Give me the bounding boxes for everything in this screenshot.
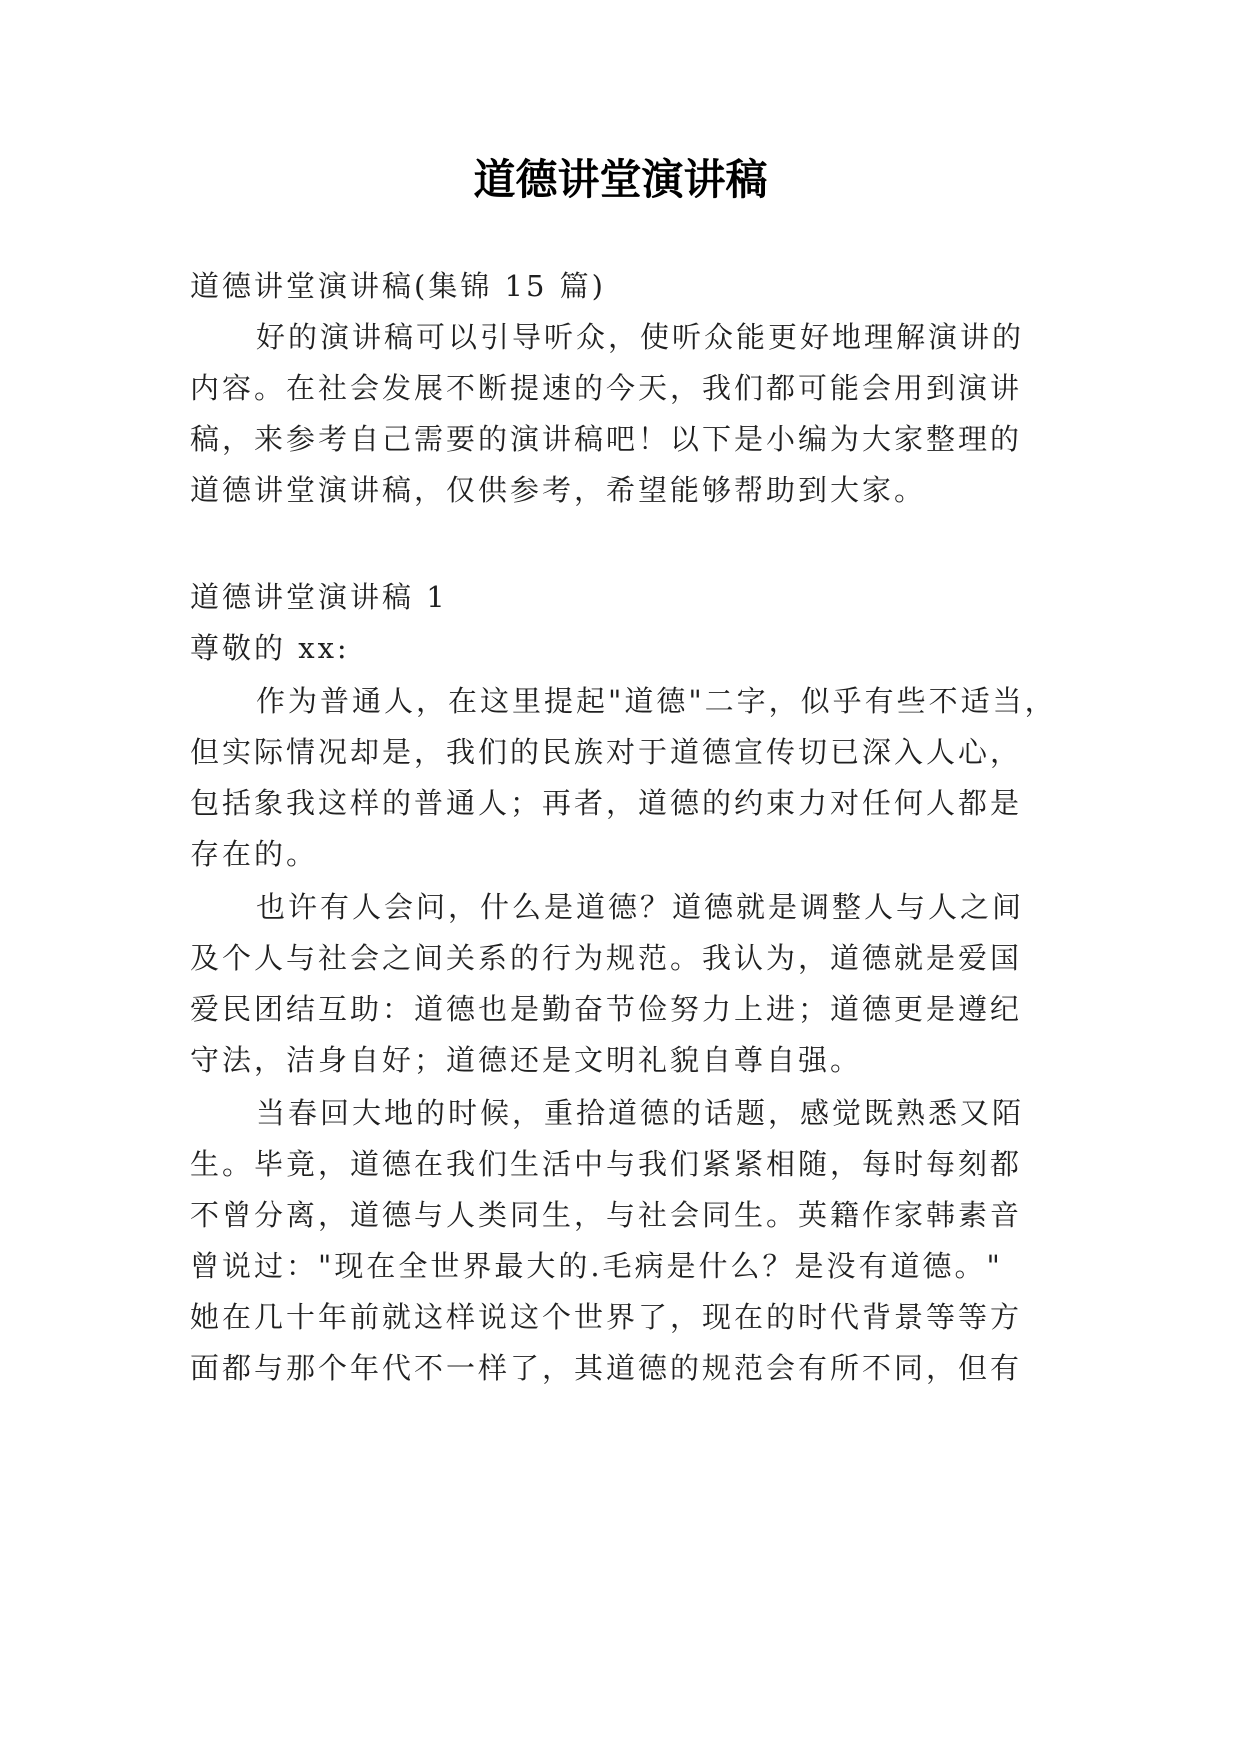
paragraph-line: 当春回大地的时候，重拾道德的话题，感觉既熟悉又陌 <box>256 1096 1025 1130</box>
document-title: 道德讲堂演讲稿 <box>473 155 768 204</box>
paragraph-line: 爱民团结互助：道德也是勤奋节俭努力上进；道德更是遵纪 <box>190 992 1023 1026</box>
paragraph-line: 曾说过："现在全世界最大的.毛病是什么？是没有道德。" <box>190 1249 1003 1283</box>
paragraph-line: 内容。在社会发展不断提速的今天，我们都可能会用到演讲 <box>190 371 1023 405</box>
paragraph-line: 道德讲堂演讲稿，仅供参考，希望能够帮助到大家。 <box>190 473 927 507</box>
paragraph-line: 稿，来参考自己需要的演讲稿吧！以下是小编为大家整理的 <box>190 422 1023 456</box>
paragraph-line: 她在几十年前就这样说这个世界了，现在的时代背景等等方 <box>190 1300 1023 1334</box>
paragraph-line: 作为普通人，在这里提起"道德"二字，似乎有些不适当， <box>256 684 1057 718</box>
paragraph-line: 但实际情况却是，我们的民族对于道德宣传切已深入人心， <box>190 735 1023 769</box>
paragraph-line: 存在的。 <box>190 837 319 871</box>
paragraph-line: 及个人与社会之间关系的行为规范。我认为，道德就是爱国 <box>190 941 1023 975</box>
paragraph-line: 包括象我这样的普通人；再者，道德的约束力对任何人都是 <box>190 786 1023 820</box>
section-heading: 道德讲堂演讲稿 1 <box>190 580 448 614</box>
paragraph-line: 不曾分离，道德与人类同生，与社会同生。英籍作家韩素音 <box>190 1198 1023 1232</box>
paragraph-line: 面都与那个年代不一样了，其道德的规范会有所不同，但有 <box>190 1351 1023 1385</box>
paragraph-line: 守法，洁身自好；道德还是文明礼貌自尊自强。 <box>190 1043 863 1077</box>
paragraph-line: 好的演讲稿可以引导听众，使听众能更好地理解演讲的 <box>256 320 1025 354</box>
salutation-line: 尊敬的 xx: <box>190 631 350 665</box>
subtitle-line: 道德讲堂演讲稿(集锦 15 篇) <box>190 269 606 303</box>
paragraph-line: 也许有人会问，什么是道德？道德就是调整人与人之间 <box>256 890 1025 924</box>
paragraph-line: 生。毕竟，道德在我们生活中与我们紧紧相随，每时每刻都 <box>190 1147 1023 1181</box>
